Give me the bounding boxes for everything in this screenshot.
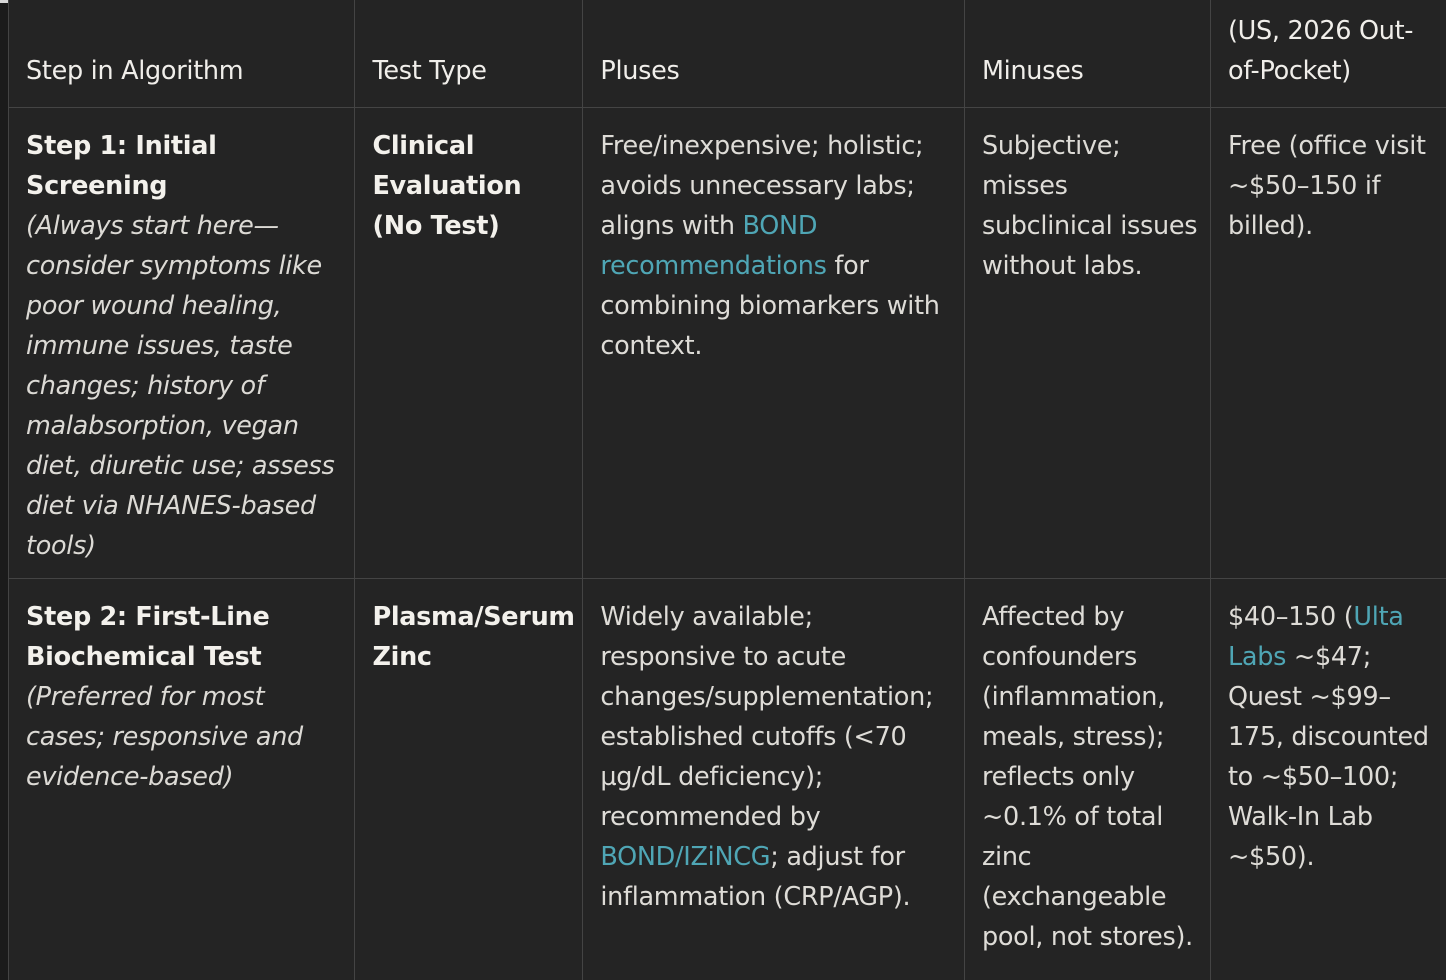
pluses-text-continued: for combining biomarkers with context.: [600, 251, 940, 361]
zinc-testing-table: [8, 0, 1446, 980]
minuses-text: Subjective; misses subclinical issues without labs.: [981, 131, 1198, 281]
minuses-text: Affected by confounders (inflammation, meals, stress); reflects only ~0.1% of total zinc (exchangeable pool, not stores).: [981, 602, 1193, 952]
cell-step: [9, 108, 355, 579]
cell-pluses: [583, 579, 965, 980]
header-minuses: Minuses: [964, 0, 1210, 108]
pluses-text: Widely available; responsive to acute changes/supplementation; established cutoffs (<70 µg/dL deficiency); recommended by: [600, 602, 934, 832]
cell-cost: [1210, 579, 1446, 980]
ulta-labs-link[interactable]: Ulta Labs: [1227, 602, 1404, 672]
cost-text: Free (office visit ~$50–150 if billed).: [1227, 131, 1426, 241]
table-row: [9, 108, 1446, 579]
header-pluses: Pluses: [583, 0, 965, 108]
step-title: Step 2: First-Line Biochemical Test: [26, 602, 270, 672]
pluses-text: Free/inexpensive; holistic; avoids unnecessary labs; aligns with: [600, 131, 924, 241]
bond-recommendations-link[interactable]: BOND recommendations: [600, 211, 827, 281]
cost-text-continued: ~$47; Quest ~$99–175, discounted to ~$50–100; Walk-In Lab ~$50).: [1227, 642, 1429, 872]
step-note: (Always start here—consider symptoms like poor wound healing, immune issues, taste changes; history of malabsorption, vegan diet, diuretic use; assess diet via NHANES-based tools): [26, 211, 335, 561]
cell-minuses: [964, 579, 1210, 980]
cell-test-type: [355, 579, 583, 980]
cell-cost: [1210, 108, 1446, 579]
header-row: [9, 0, 1446, 108]
test-type: Plasma/Serum Zinc: [372, 602, 575, 672]
step-note: (Preferred for most cases; responsive and evidence-based): [26, 682, 303, 792]
header-step: Step in Algorithm: [9, 0, 355, 108]
cell-pluses: [583, 108, 965, 579]
test-type: Clinical Evaluation (No Test): [372, 131, 522, 241]
cell-step: [9, 579, 355, 980]
pluses-text-continued: ; adjust for inflammation (CRP/AGP).: [600, 842, 911, 912]
table-row: [9, 579, 1446, 980]
step-title: Step 1: Initial Screening: [26, 131, 217, 201]
cell-minuses: [964, 108, 1210, 579]
cost-text: $40–150 (: [1227, 602, 1354, 632]
cell-test-type: [355, 108, 583, 579]
header-test-type: Test Type: [355, 0, 583, 108]
header-cost: (US, 2026 Out-of-Pocket): [1210, 0, 1446, 108]
bond-izincg-link[interactable]: BOND/IZiNCG: [600, 842, 771, 872]
